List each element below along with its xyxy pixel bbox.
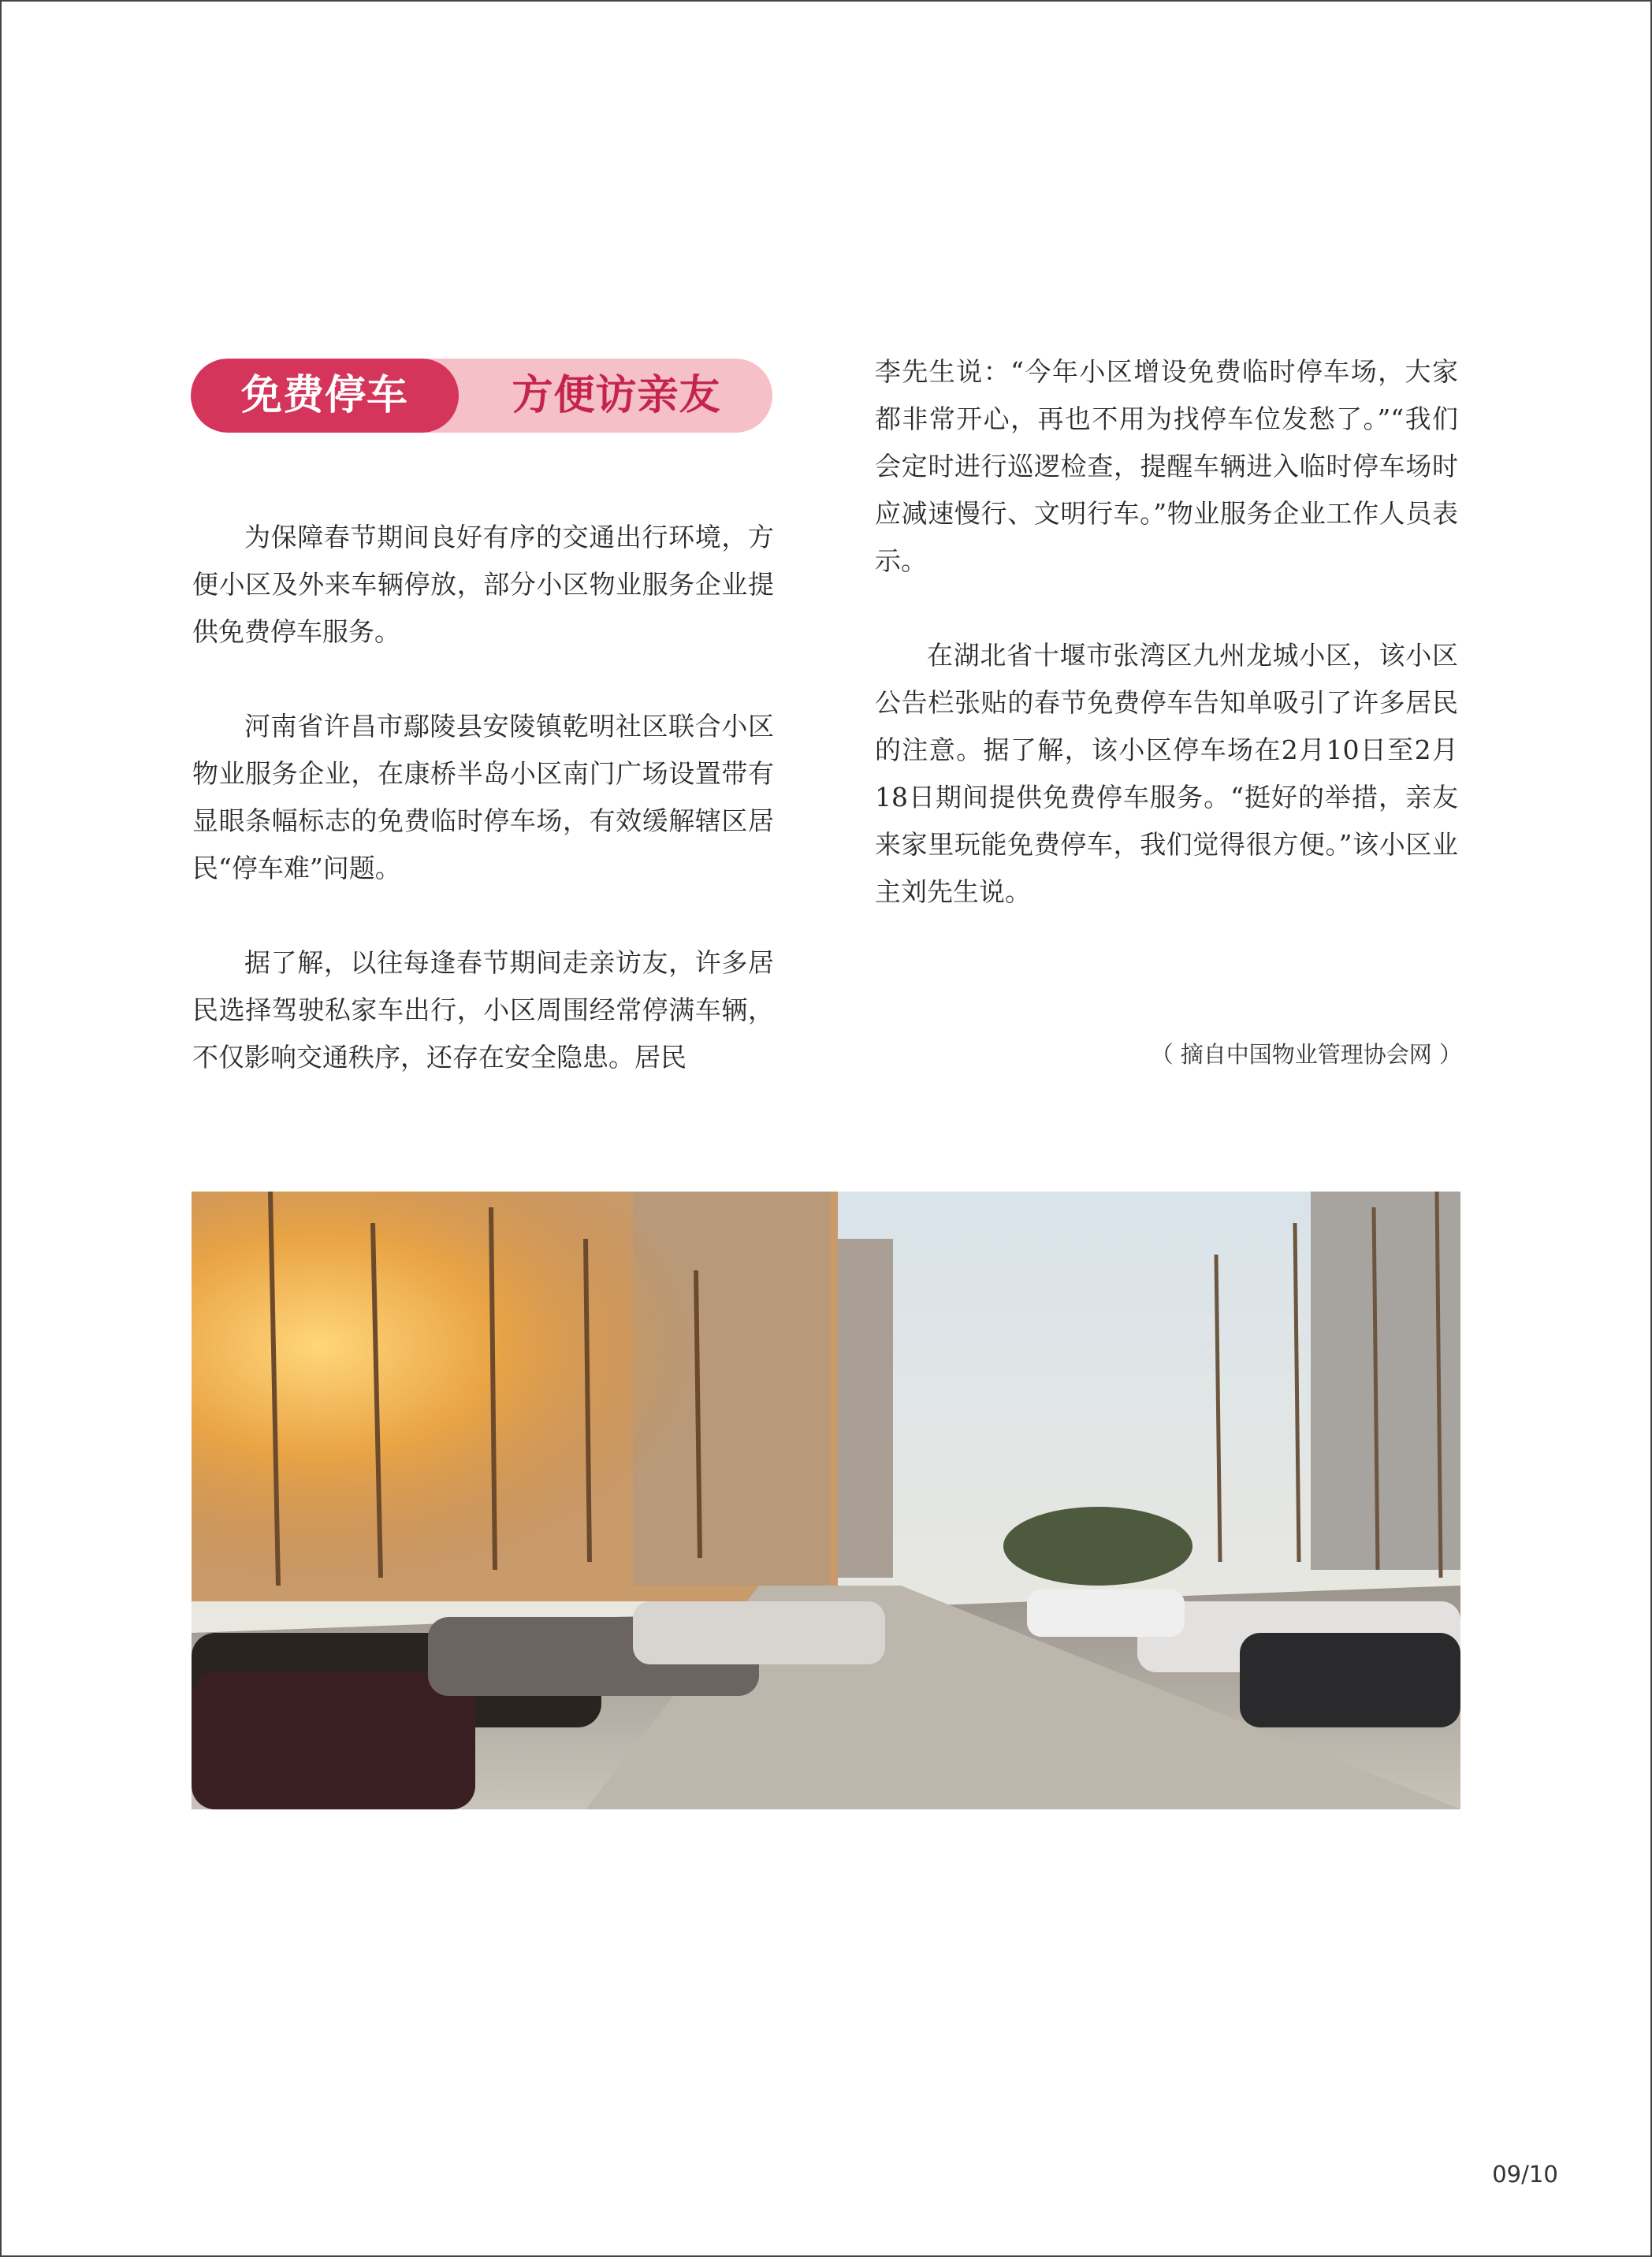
section-heading [191,359,772,433]
parking-lot-photo [192,1192,1460,1809]
right-column [875,348,1458,916]
paragraph: 在湖北省十堰市张湾区九州龙城小区，该小区公告栏张贴的春节免费停车告知单吸引了许多居民的注意。据了解，该小区停车场在2月10日至2月18日期间提供免费停车服务。“挺好的举措，亲友来家里玩能免费停车，我们觉得很方便。”该小区业主刘先生说。 [875,640,1458,907]
heading-secondary: 方便访亲友 [512,372,721,419]
page-number: 09/10 [1492,2161,1558,2188]
heading-primary: 免费停车 [191,359,459,433]
paragraph: 河南省许昌市鄢陵县安陵镇乾明社区联合小区物业服务企业，在康桥半岛小区南门广场设置带有显眼条幅标志的免费临时停车场，有效缓解辖区居民“停车难”问题。 [192,711,774,883]
left-column [192,514,774,1081]
paragraph: 为保障春节期间良好有序的交通出行环境，方便小区及外来车辆停放，部分小区物业服务企业提供免费停车服务。 [192,522,774,647]
paragraph: 李先生说：“今年小区增设免费临时停车场，大家都非常开心，再也不用为找停车位发愁了。”“我们会定时进行巡逻检查，提醒车辆进入临时停车场时应减速慢行、文明行车。”物业服务企业工作人员表示。 [875,356,1458,576]
paragraph: 据了解，以往每逢春节期间走亲访友，许多居民选择驾驶私家车出行，小区周围经常停满车辆，不仅影响交通秩序，还存在安全隐患。居民 [192,947,774,1073]
source-note: （ 摘自中国物业管理协会网 ） [1150,1041,1462,1068]
